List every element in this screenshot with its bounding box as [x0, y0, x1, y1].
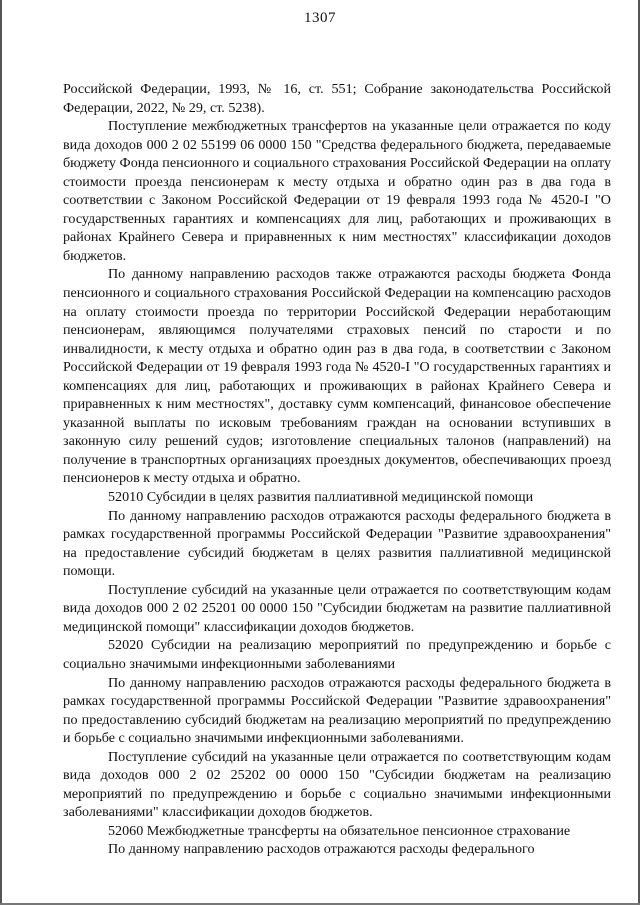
paragraph: По данному направлению расходов отражаются расходы федерального бюджета в рамках государственной программы Российской Федерации "Развитие здравоохранения" на предоставление субсидий бюджетам в целях развития паллиативной медицинской помощи. — [63, 507, 611, 580]
section-heading-52060: 52060 Межбюджетные трансферты на обязательное пенсионное страхование — [108, 822, 571, 839]
section-heading-52010: 52010 Субсидии в целях развития паллиативной медицинской помощи — [108, 489, 534, 506]
scan-left-edge — [0, 0, 2, 905]
paragraph: По данному направлению расходов отражаются расходы федерального — [108, 841, 535, 858]
document-body — [63, 80, 611, 859]
paragraph: Поступление субсидий на указанные цели отражается по соответствующим кодам вида доходов 000 2 02 25201 00 0000 150 "Субсидии бюджетам на развитие паллиативной медицинской помощи" классификации доходов бюджетов. — [63, 581, 611, 635]
paragraph: По данному направлению расходов также отражаются расходы бюджета Фонда пенсионного и социального страхования Российской Федерации на компенсацию расходов на оплату стоимости проезда по территории Российской Федерации неработающим пенсионерам, являющимся получателями страховых пенсий по старости и по инвалидности, к месту отдыха и обратно один раз в два года, в соответствии с Законом Российской Федерации от 19 февраля 1993 года № 4520-I "О государственных гарантиях и компенсациях для лиц, работающих и проживающих в районах Крайнего Севера и приравненных к ним местностях", доставку сумм компенсаций, финансовое обеспечение указанной выплаты по исковым требованиям граждан на основании вступивших в законную силу решений судов; изготовление специальных талонов (направлений) на получение в транспортных организациях проездных документов, обеспечивающих проезд пенсионеров к месту отдыха и обратно. — [63, 266, 611, 487]
paragraph-continuation: Российской Федерации, 1993, № 16, ст. 551; Собрание законодательства Российской Федерации, 2022, № 29, ст. 5238). — [63, 81, 611, 116]
paragraph: Поступление субсидий на указанные цели отражается по соответствующим кодам вида доходов 000 2 02 25202 00 0000 150 "Субсидии бюджетам на реализацию мероприятий по предупреждению и борьбе с социально значимыми инфекционными заболеваниями" классификации доходов бюджетов. — [63, 748, 611, 821]
section-heading-52020: 52020 Субсидии на реализацию мероприятий по предупреждению и борьбе с социально значимыми инфекционными заболеваниями — [63, 637, 611, 672]
paragraph: Поступление межбюджетных трансфертов на указанные цели отражается по коду вида доходов 000 2 02 55199 06 0000 150 "Средства федерального бюджета, передаваемые бюджету Фонда пенсионного и социального страхования Российской Федерации на оплату стоимости проезда пенсионерам к месту отдыха и обратно один раз в два года в соответствии с Законом Российской Федерации от 19 февраля 1993 года № 4520-I "О государственных гарантиях и компенсациях для лиц, работающих и проживающих в районах Крайнего Севера и приравненных к ним местностях" классификации доходов бюджетов. — [63, 118, 611, 264]
page-number: 1307 — [304, 10, 336, 26]
paragraph: По данному направлению расходов отражаются расходы федерального бюджета в рамках государственной программы Российской Федерации "Развитие здравоохранения" по предоставлению субсидий бюджетам на реализацию мероприятий по предупреждению и борьбе с социально значимыми инфекционными заболеваниями. — [63, 674, 611, 747]
